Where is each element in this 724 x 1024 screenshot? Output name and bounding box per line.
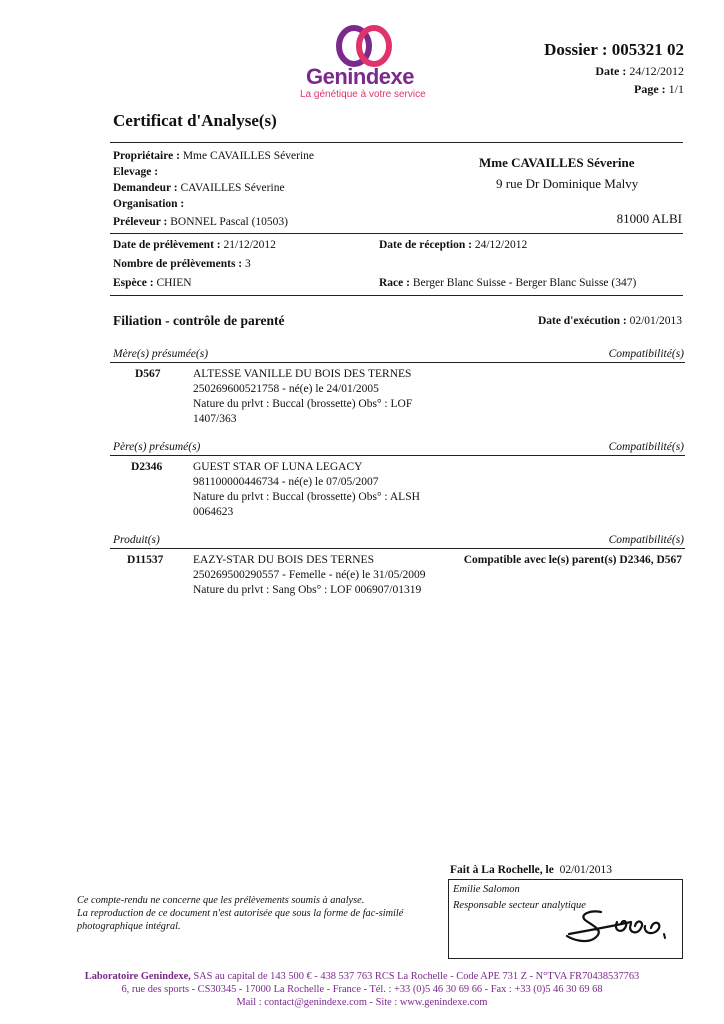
sample-race: Race : Berger Blanc Suisse - Berger Blanc Suisse (347) [379,277,637,289]
mother-name: ALTESSE VANILLE DU BOIS DES TERNES [193,368,412,380]
father-header: Père(s) présumé(s) [113,441,201,453]
address-city: 81000 ALBI [616,211,682,226]
signature-box [448,879,683,959]
product-divider [110,548,685,549]
logo-brand: Genindexe [306,64,414,89]
dossier-date [595,64,684,79]
title-divider [110,142,683,143]
product-id-birth: 250269500290557 - Femelle - né(e) le 31/05/2009 [193,569,426,581]
owner-divider [110,233,683,234]
logo-tagline: La génétique à votre service [300,89,426,100]
owner-organisation-row: Organisation : [113,198,185,210]
signer-role: Responsable secteur analytique [453,900,586,911]
mother-sample-ref: 1407/363 [193,413,237,425]
product-compat-header: Compatibilité(s) [608,534,684,546]
address-street: 9 rue Dr Dominique Malvy [496,176,639,191]
disclaimer [77,894,403,933]
product-name: EAZY-STAR DU BOIS DES TERNES [193,554,374,566]
father-name: GUEST STAR OF LUNA LEGACY [193,461,363,473]
mother-sample-nature: Nature du prlvt : Buccal (brossette) Obs° : LOF [193,398,413,410]
father-sample-nature: Nature du prlvt : Buccal (brossette) Obs° : ALSH [193,491,420,503]
mother-compat-header: Compatibilité(s) [608,348,684,360]
certificate-title: Certificat d'Analyse(s) [113,111,277,130]
footer-line-3: Mail : contact@genindexe.com - Site : www.genindexe.com [236,997,488,1008]
owner-proprietaire-row: Propriétaire : Mme CAVAILLES Séverine [113,150,315,162]
owner-preleveur-row: Préleveur : BONNEL Pascal (10503) [113,216,289,228]
analysis-date-exec: Date d'exécution : 02/01/2013 [537,315,682,327]
owner-demandeur-row: Demandeur : CAVAILLES Séverine [113,182,285,194]
footer-line-1 [0,970,724,983]
disclaimer-line-2: La reproduction de ce document n'est autorisée que sous la forme de fac-similé [77,908,404,919]
father-compat-header: Compatibilité(s) [608,441,684,453]
owner-block [113,148,314,230]
footer-legal: SAS au capital de 143 500 € - 438 537 763 RCS La Rochelle - Code APE 731 Z - N°TVA FR70438537763 [190,971,640,982]
sample-espece: Espèce : CHIEN [113,277,192,289]
dossier-title: Dossier : 005321 02 [544,40,684,59]
sample-date-prelevement: Date de prélèvement : 21/12/2012 [113,239,276,251]
footer [0,970,724,1009]
sample-divider [110,295,683,296]
father-id-birth: 981100000446734 - né(e) le 07/05/2007 [193,476,379,488]
dossier-page-label: Page : [634,82,666,96]
signer-name: Emilie Salomon [453,884,520,895]
sample-nb-prelevements: Nombre de prélèvements : 3 [113,258,251,270]
father-id: D2346 [131,461,163,473]
owner-elevage-row: Elevage : [113,166,159,178]
address-name: Mme CAVAILLES Séverine [479,155,635,170]
father-divider [110,455,685,456]
footer-company: Laboratoire Genindexe, [84,971,191,982]
mother-id-birth: 250269600521758 - né(e) le 24/01/2005 [193,383,379,395]
dossier-page-value: 1/1 [668,82,684,96]
mother-details [193,367,412,427]
product-id: D11537 [127,554,164,566]
disclaimer-line-1: Ce compte-rendu ne concerne que les prélèvements soumis à analyse. [77,895,365,906]
disclaimer-line-3: photographique intégral. [77,921,181,932]
mother-divider [110,362,685,363]
sample-date-reception: Date de réception : 24/12/2012 [379,239,528,251]
footer-line-2: 6, rue des sports - CS30345 - 17000 La Rochelle - France - Tél. : +33 (0)5 46 30 69 66 - Fax : +33 (0)5 46 30 69 68 [121,984,603,995]
product-details [193,553,426,598]
signature-place-date: Fait à La Rochelle, le 02/01/2013 [450,864,612,876]
father-details [193,460,420,520]
dossier-date-label: Date : [595,64,627,78]
handwritten-signature-icon [561,900,681,950]
product-header: Produit(s) [113,534,160,546]
mother-id: D567 [135,368,161,380]
product-sample-nature: Nature du prlvt : Sang Obs° : LOF 006907/01319 [193,584,422,596]
dossier-date-value: 24/12/2012 [629,64,684,78]
company-logo [290,24,440,104]
mother-header: Mère(s) présumée(s) [113,348,209,360]
analysis-title: Filiation - contrôle de parenté [113,313,285,328]
father-sample-ref: 0064623 [193,506,234,518]
dossier-page [634,82,684,97]
product-compat-result: Compatible avec le(s) parent(s) D2346, D567 [463,554,682,566]
